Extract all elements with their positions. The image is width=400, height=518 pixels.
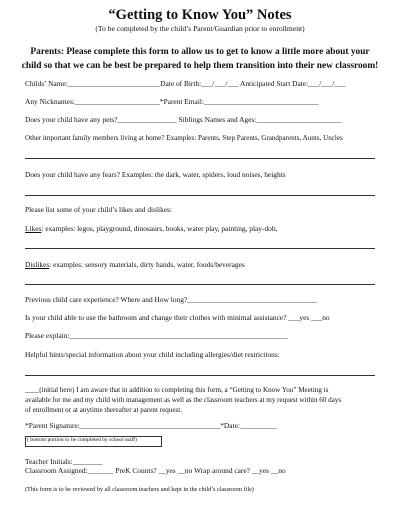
likes-dislikes-intro: Please list some of your child’s likes and dislikes: bbox=[25, 205, 172, 214]
likes-examples: : examples: legos, playground, dinosaurs, books, water play, painting, play-doh, bbox=[41, 224, 278, 233]
dislikes-answer-line[interactable] bbox=[25, 284, 375, 285]
classroom-field[interactable]: Classroom Assigned:_______ PreK Counts? __yes __no Wrap around care? __yes __no bbox=[25, 466, 286, 475]
form-subtitle: (To be completed by the child’s Parent/Guardian prior to enrollment) bbox=[95, 24, 305, 33]
dislikes-label: Dislikes bbox=[25, 260, 50, 269]
pets-field[interactable]: Does your child have any pets?________________ Siblings Names and Ages:_______________________ bbox=[25, 115, 342, 124]
intro-line-1: Parents: Please complete this form to allow us to get to know a little more about your bbox=[30, 47, 370, 57]
dislikes-examples: : examples: sensory materials, dirty hands, water, foods/beverages bbox=[49, 260, 245, 269]
family-question: Other important family members living at home? Examples: Parents, Step Parents, Grandparents, Aunts, Uncles bbox=[25, 134, 343, 142]
likes-prompt bbox=[25, 225, 277, 234]
intro-line-2: child so that we can be best be prepared to help them transition into their new classroom! bbox=[21, 61, 379, 71]
child-care-field[interactable]: Previous child care experience? Where and How long?___________________________________ bbox=[25, 295, 317, 304]
acknowledgement-text bbox=[25, 385, 341, 415]
form-title: “Getting to Know You” Notes bbox=[108, 7, 292, 23]
hints-question: Helpful hints/special information about your child including allergies/diet restrictions: bbox=[25, 350, 280, 359]
teacher-initials-field[interactable]: Teacher Initials:________ bbox=[25, 457, 103, 466]
acknowledgement-line-1[interactable]: ____(initial here) I am aware that in addition to completing this form, a “Getting to Know You” Meeting is bbox=[25, 386, 329, 394]
nicknames-field[interactable]: Any Nicknames:_______________________*Parent Email:_______________________________ bbox=[25, 97, 319, 106]
acknowledgement-line-3: of enrollment or at anytime thereafter at parent request. bbox=[25, 406, 182, 414]
acknowledgement-line-2: available for me and my child with management as well as the classroom teachers at my request within 60 days bbox=[25, 396, 342, 404]
footer-note: (This form is to be reviewed by all classroom teachers and kept in the child’s classroom file) bbox=[25, 486, 254, 493]
dislikes-prompt bbox=[25, 261, 245, 270]
signature-field[interactable]: *Parent Signature:______________________________________*Date:__________ bbox=[25, 421, 277, 430]
explain-field[interactable]: Please explain:___________________________________________________________ bbox=[25, 331, 288, 340]
childs-name-field[interactable]: Childs’ Name:_________________________Date of Birth:___/___/___ Anticipated Start Date:___/___/___ bbox=[25, 79, 346, 88]
likes-label: Likes bbox=[25, 224, 42, 233]
likes-answer-line[interactable] bbox=[25, 248, 375, 249]
fears-answer-line[interactable] bbox=[25, 195, 375, 196]
bathroom-field[interactable]: Is your child able to use the bathroom and change their clothes with minimal assistance? ___yes ___no bbox=[25, 313, 330, 322]
family-answer-line[interactable] bbox=[25, 158, 375, 159]
fears-question: Does your child have any fears? Examples: the dark, water, spiders, loud noises, heights bbox=[25, 170, 286, 179]
staff-box-label: ( bottom portion to be completed by school staff) bbox=[27, 437, 137, 443]
intro-text bbox=[0, 45, 400, 73]
hints-answer-line[interactable] bbox=[25, 375, 375, 376]
